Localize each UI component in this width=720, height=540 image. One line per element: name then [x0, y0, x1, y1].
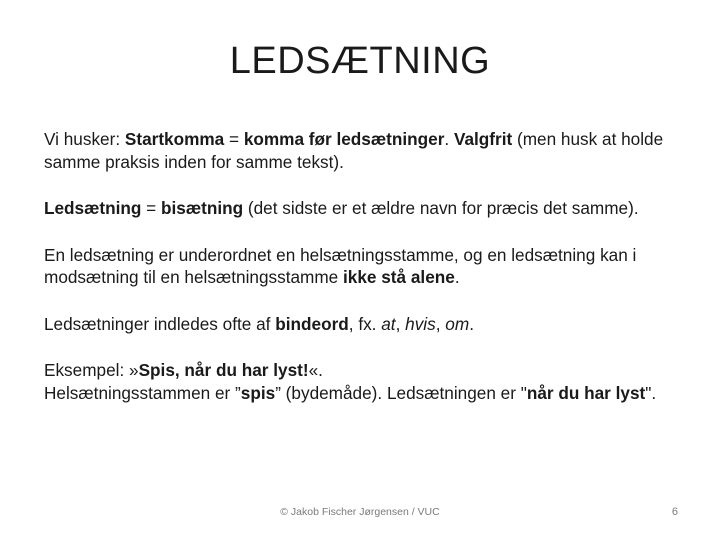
- paragraph-definition: Ledsætning = bisætning (det sidste er et ældre navn for præcis det samme).: [44, 198, 639, 218]
- paragraph-example: Eksempel: »Spis, når du har lyst!«. Helsætningsstammen er ”spis” (bydemåde). Ledsætningen er "når du har lyst".: [44, 360, 657, 403]
- paragraph-bindeord: Ledsætninger indledes ofte af bindeord, fx. at, hvis, om.: [44, 313, 474, 334]
- paragraph-startkomma: Vi husker: Startkomma = komma før ledsætninger. Valgfrit (men husk at holde samme praksis inden for samme tekst).: [44, 129, 664, 172]
- paragraph-underordnet: En ledsætning er underordnet en helsætningsstamme, og en ledsætning kan i modsætning til en helsætningsstamme ikke stå alene.: [44, 244, 637, 287]
- footer-copyright: © Jakob Fischer Jørgensen / VUC: [280, 506, 440, 518]
- slide-body: [44, 128, 684, 428]
- slide-title: LEDSÆTNING: [229, 40, 491, 82]
- page-number: 6: [671, 506, 678, 518]
